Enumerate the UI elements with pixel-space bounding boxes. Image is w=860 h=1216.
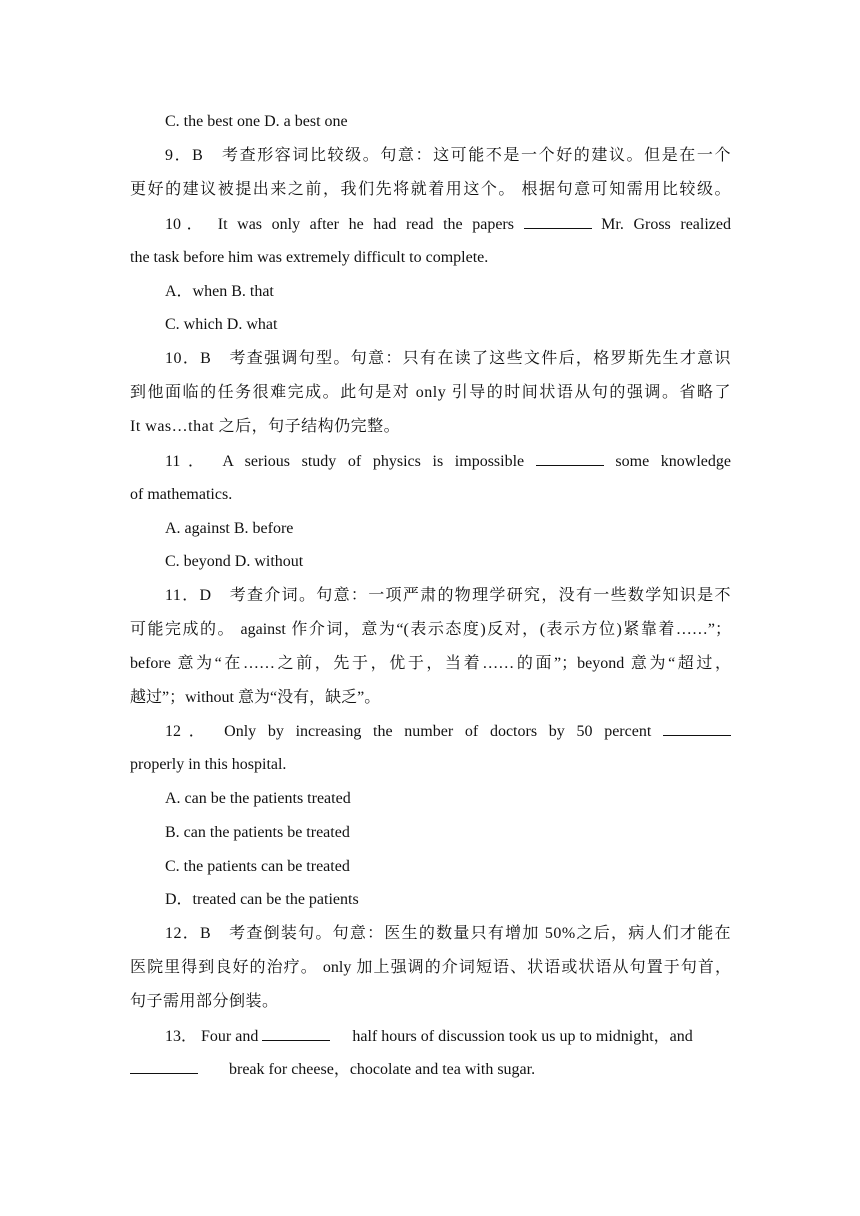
answer-line: before 意为“在……之前，先于，优于，当着……的面”；beyond 意为“超过， (130, 655, 731, 672)
answer-line: 到他面临的任务很难完成。此句是对 only 引导的时间状语从句的强调。省略了 (130, 384, 731, 401)
answer-line: 可能完成的。 against 作介词，意为“(表示态度)反对，(表示方位)紧靠着……”； (130, 621, 731, 638)
question-line (130, 1059, 731, 1080)
answer-line: 9．B 考查形容词比较级。句意：这可能不是一个好的建议。但是在一个 (165, 147, 731, 164)
answer-line: 12．B 考查倒装句。句意：医生的数量只有增加 50%之后，病人们才能在 (165, 925, 731, 942)
option-line: A. against B. before (165, 520, 294, 537)
answer-line: 句子需用部分倒装。 (130, 993, 279, 1010)
option-line: A. can be the patients treated (165, 790, 351, 807)
option-line: A．when B. that (165, 283, 274, 300)
question-text: 11． A serious study of physics is impossible (165, 453, 525, 470)
question-12 (165, 721, 731, 742)
answer-line: 10．B 考查强调句型。句意：只有在读了这些文件后，格罗斯先生才意识 (165, 350, 731, 367)
question-line: the task before him was extremely difficult to complete. (130, 249, 489, 266)
answer-blank (524, 214, 592, 229)
question-text: break for cheese，chocolate and tea with sugar. (229, 1061, 536, 1078)
question-text: Mr. Gross realized (601, 216, 731, 233)
answer-line: 11．D 考查介词。句意：一项严肃的物理学研究，没有一些数学知识是不 (165, 587, 731, 604)
question-text: half hours of discussion took us up to midnight，and (352, 1028, 693, 1045)
option-line: B. can the patients be treated (165, 824, 350, 841)
question-text: 12． Only by increasing the number of doctors by 50 percent (165, 723, 652, 740)
answer-blank (663, 721, 731, 736)
option-line: C. the patients can be treated (165, 858, 350, 875)
answer-line: It was…that 之后，句子结构仍完整。 (130, 418, 401, 435)
question-text: some knowledge (615, 453, 731, 470)
question-line: properly in this hospital. (130, 756, 287, 773)
answer-blank (262, 1026, 330, 1041)
question-13 (165, 1026, 731, 1047)
option-line: C. which D. what (165, 316, 278, 333)
question-11 (165, 451, 731, 472)
question-text: 10． It was only after he had read the papers (165, 216, 514, 233)
answer-blank (536, 451, 604, 466)
question-line: of mathematics. (130, 486, 233, 503)
answer-line: 更好的建议被提出来之前，我们先将就着用这个。 根据句意可知需用比较级。 (130, 181, 731, 198)
answer-line: 医院里得到良好的治疗。 only 加上强调的介词短语、状语或状语从句置于句首， (130, 959, 731, 976)
question-10 (165, 214, 731, 235)
option-line: D．treated can be the patients (165, 891, 359, 908)
option-line: C. beyond D. without (165, 553, 304, 570)
answer-blank (130, 1059, 198, 1074)
question-text: 13． Four and (165, 1028, 259, 1045)
option-line: C. the best one D. a best one (165, 113, 348, 130)
answer-line: 越过”；without 意为“没有，缺乏”。 (130, 689, 381, 706)
